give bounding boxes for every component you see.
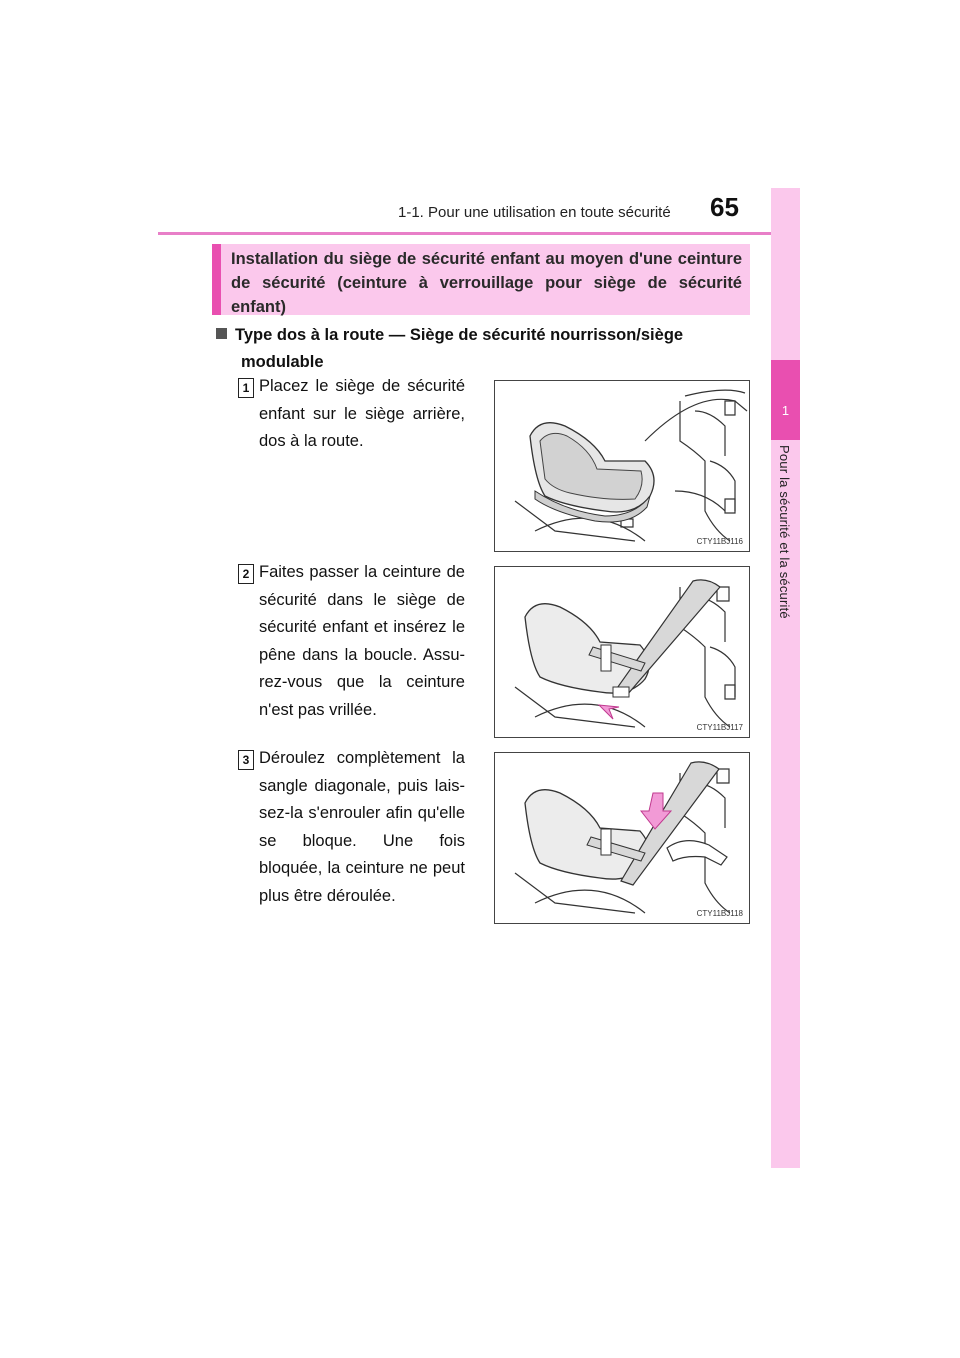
- chapter-side-tab: [771, 188, 800, 1168]
- bullet-square-icon: [216, 328, 227, 339]
- step-text-2: Faites passer la ceinture de sécurité dans le siège de sécurité enfant et insérez le pêne dans la boucle. Assu-rez-vous que la ceinture n'est pas vrillée.: [259, 563, 465, 719]
- step-text-3: Déroulez complètement la sangle diagonale, puis lais-sez-la s'enrouler afin qu'elle se bloque. Une fois bloquée, la ceinture ne peut plus être déroulée.: [259, 749, 465, 905]
- child-seat-illustration-2: [495, 567, 750, 738]
- figure-step-3: [494, 752, 750, 924]
- subheading-line1: Type dos à la route — Siège de sécurité nourrisson/siège: [235, 326, 684, 344]
- step-number-2: 2: [238, 564, 254, 584]
- figure-step-1: [494, 380, 750, 552]
- figure-step-2: [494, 566, 750, 738]
- header-section-title: 1-1. Pour une utilisation en toute sécurité: [398, 204, 671, 221]
- section-title-box: [212, 244, 750, 315]
- figure-code-2: CTY11BJ117: [696, 723, 743, 732]
- step-number-3: 3: [238, 750, 254, 770]
- chapter-number: 1: [781, 403, 790, 418]
- step-text-1: Placez le siège de sécurité enfant sur le siège arrière, dos à la route.: [259, 377, 465, 450]
- chapter-side-tab-marker: [771, 360, 800, 440]
- figure-code-3: CTY11BJ118: [696, 909, 743, 918]
- step-number-1: 1: [238, 378, 254, 398]
- figure-code-1: CTY11BJ116: [696, 537, 743, 546]
- page-number: 65: [710, 192, 739, 222]
- child-seat-illustration-3: [495, 753, 750, 924]
- section-title: Installation du siège de sécurité enfant au moyen d'une ceinture de sécurité (ceinture à verrouillage pour siège de sécurité enfant): [231, 250, 742, 316]
- child-seat-illustration-1: [495, 381, 750, 552]
- chapter-label: Pour la sécurité et la sécurité: [777, 445, 792, 619]
- subheading-line2: modulable: [241, 353, 324, 371]
- header-rule: [158, 232, 800, 235]
- subheading: [216, 322, 746, 376]
